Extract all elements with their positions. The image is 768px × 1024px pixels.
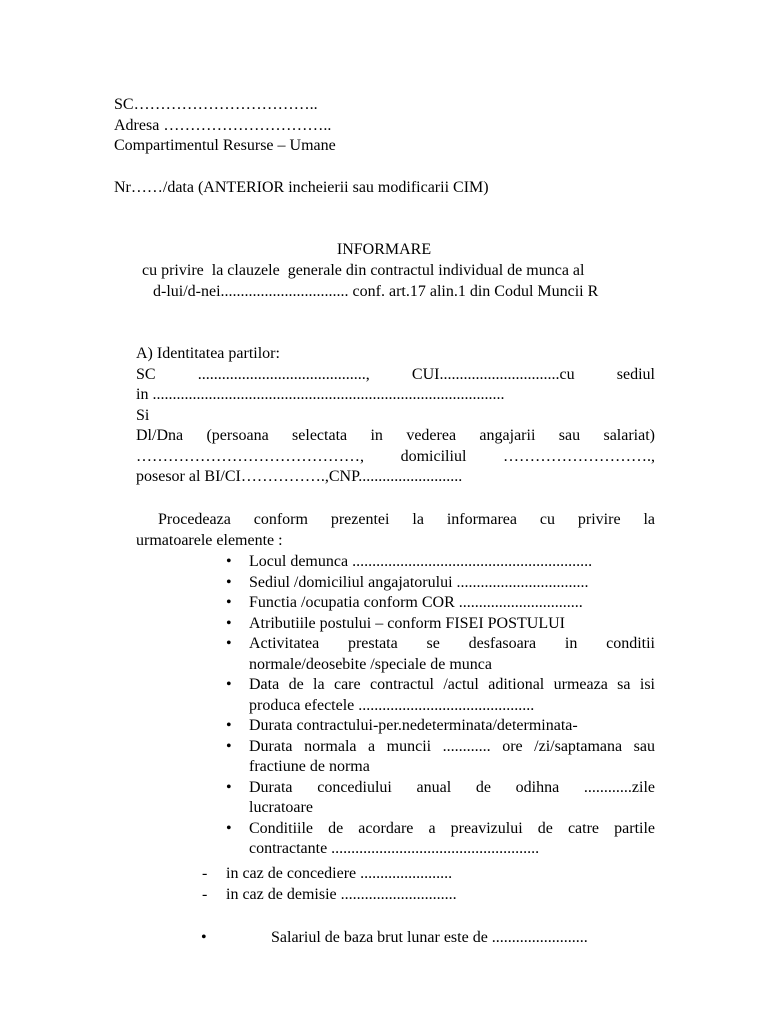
bullet-icon: • [226,717,232,734]
document-subtitle-line-2: d-lui/d-nei................................ conf. art.17 alin.1 din Codul Muncii R [153,283,599,300]
elements-list [226,552,655,860]
list-item-text: Atributiile postului – conform FISEI POSTULUI [249,614,565,632]
bullet-icon: • [226,778,232,796]
list-item-text: Conditiile de acordare a preavizului de catre partile [249,819,655,837]
list-item-text: Durata concediului anual de odihna ............zile [249,778,655,796]
list-item-text: in caz de demisie ............................. [226,885,457,903]
conjunction-line: Si [136,406,150,424]
dash-icon: - [202,885,208,903]
document-subtitle-line-1: cu privire la clauzele generale din contractul individual de munca al [142,262,585,279]
employee-domicile-line: ……………………………………, domiciliul ………………………., [136,447,655,465]
list-item-text: Locul demunca ............................................................ [249,553,593,570]
list-item-text: Sediul /domiciliul angajatorului ................................. [249,573,589,591]
list-item [226,778,655,819]
salary-text: Salariul de baza brut lunar este de ........................ [271,929,588,946]
company-address-line: Adresa ………………………….. [114,116,332,134]
employer-line: SC .........................................., CUI..............................cu sediul [136,365,655,383]
document-title: INFORMARE [336,241,432,258]
bullet-icon: • [226,737,232,755]
list-item-text: Functia /ocupatia conform COR ............................... [249,594,583,611]
list-item-text: Durata contractului-per.nedeterminata/determinata- [249,717,578,734]
list-item-text-continued: fractiune de norma [249,758,370,775]
list-item [226,614,655,635]
employee-id-line: posesor al BI/CI…………….,CNP.......................... [136,468,463,485]
list-item-text-continued: produca efectele ............................................ [249,696,535,714]
section-heading: A) Identitatea partilor: [136,345,280,362]
list-item [226,593,655,614]
list-item-text-continued: normale/deosebite /speciale de munca [249,655,493,673]
list-item-text: Data de la care contractul /actul aditional urmeaza sa isi [249,676,655,693]
bullet-icon: • [226,819,232,837]
registration-number-line: Nr……/data (ANTERIOR incheierii sau modificarii CIM) [114,179,489,196]
company-header [114,95,336,157]
list-item-text-continued: lucratoare [249,799,313,816]
list-item [226,675,655,716]
list-item [226,716,655,737]
employer-address-line: in ........................................................................................ [136,386,505,403]
list-item [226,737,655,778]
list-item-text-continued: contractante .................................................... [249,840,540,857]
notice-cases-list [202,864,457,905]
company-name-line: SC…………………………….. [114,96,318,113]
parties-identity-section [136,344,655,488]
bullet-icon: • [226,573,232,591]
list-item [226,634,655,675]
intro-line-1: Procedeaza conform prezentei la informarea cu privire la [158,511,655,528]
department-line: Compartimentul Resurse – Umane [114,137,336,154]
bullet-icon: • [226,553,232,570]
bullet-icon: • [226,635,232,652]
list-item [226,573,655,594]
list-item-text: in caz de concediere ....................... [226,865,453,882]
list-item [202,885,457,906]
list-item-text: Durata normala a muncii ............ ore /zi/saptamana sau [249,737,655,755]
bullet-icon: • [226,676,232,693]
intro-line-2: urmatoarele elemente : [136,531,283,549]
employee-line: Dl/Dna (persoana selectata in vederea angajarii sau salariat) [136,427,655,444]
list-item-text: Activitatea prestata se desfasoara in conditii [249,635,655,652]
list-item [226,819,655,860]
bullet-icon: • [226,614,232,632]
bullet-icon: • [201,929,207,946]
dash-icon: - [202,865,208,882]
list-item [202,864,457,885]
list-item [226,552,655,573]
intro-paragraph [136,510,655,551]
bullet-icon: • [226,594,232,611]
